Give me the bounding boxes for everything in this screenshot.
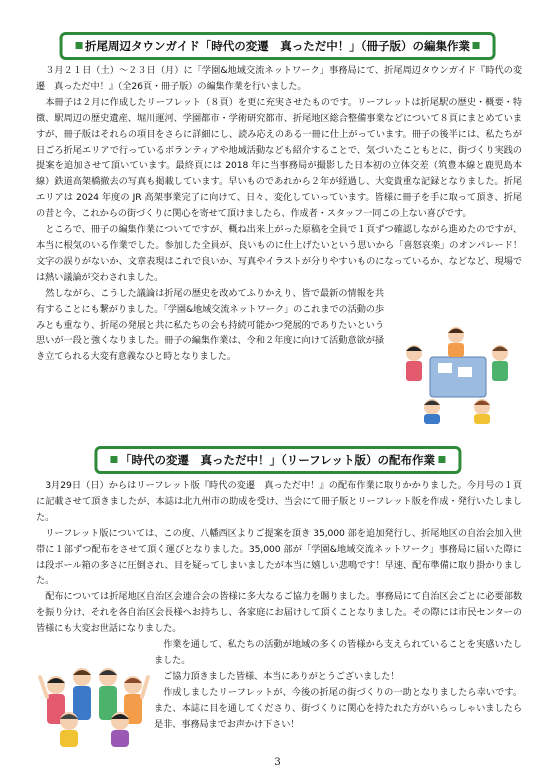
section2-closing [154, 637, 522, 732]
section1-paragraph: ３月２１日（土）～２３日（月）に「学園&地域交流ネットワーク」事務局にて、折尾周辺タウンガイド『時代の変遷 真っただ中！』（全26頁・冊子版）の編集作業を行いました。 [36, 65, 522, 92]
section2-closing-paragraph: 作成しましたリーフレットが、今後の折尾の街づくりの一助となりましたら幸いです。また、本誌に目を通してくださり、街づくりに関心を持たれた方がいらっしゃいましたら是非、事務局までお声かけ下さい！ [154, 686, 522, 730]
page-number: 3 [274, 757, 281, 768]
green-square-icon [75, 42, 82, 49]
section2-paragraph: 配布については折尾地区自治区会連合会の皆様に多大なるご協力を賜りました。事務局にて自治区会ごとに必要部数を振り分け、それを各自治区会長様へお持ちし、各家庭にお届けして頂くことなりました。その際には市民センターの皆様にも大変お世話になりました。 [36, 591, 522, 635]
cheering-group-illustration [36, 655, 152, 747]
section1-paragraph: 本冊子は２月に作成したリーフレット（８頁）を更に充実させたものです。リーフレットは折尾駅の歴史・概要・特徴、駅周辺の歴史遺産、堀川運河、学園都市・学術研究都市、折尾地区総合整備事業などについて８頁にまとめていますが、冊子版はそれらの項目をさらに詳細にし、読み応えのある一冊に仕上がっています。冊子の後半には、私たちが日ごろ折尾エリアで行っているボランティアや地域活動なども紹介することで、気づいたこともとに、街づくり実践の提案を追加させて頂いています。最終頁には 2018 年に当事務局が撮影した日本初の立体交差（筑豊本線と鹿児島本線）鉄道高架橋撤去の写真も掲載しています。早いものであれから２年が経過し、大変貴重な記録となりました。折尾エリアは 2024 年度の JR 高架事業完了に向けて、日々、変化していっています。皆様に冊子を手に取って頂き、折尾の昔と今、これからの街づくりに関心を寄せて頂けましたら、作成者・スタッフ一同この上ない喜びです。 [36, 96, 522, 220]
section2-title-banner [94, 446, 461, 474]
section1-title-banner [59, 32, 496, 60]
green-square-icon [110, 456, 117, 463]
section2-paragraph: リーフレット版については、この度、八幡西区よりご提案を頂き 35,000 部を追加発行し、折尾地区の自治会加入世帯に１部ずつ配布をさせて頂く運びとなりました。35,000 部が「学園&地域交流ネットワーク」事務局に届いた際には段ボール箱の多さに圧倒され、目を疑ってしまいましたが本当に嬉しい悲鳴です！早速、配布準備に取り掛かりました。 [36, 527, 522, 587]
section2-closing-paragraph: ご協力頂きました皆様、本当にありがとうございました！ [163, 670, 400, 682]
section1-body [36, 63, 522, 365]
section2-closing-paragraph: 作業を通して、私たちの活動が地域の多くの皆様から支えられていることを実感いたしました。 [154, 639, 522, 666]
meeting-illustration [392, 323, 520, 424]
green-square-icon [438, 456, 445, 463]
section1-paragraph: ところで、冊子の編集作業についてですが、概ね出来上がった原稿を全員で１頁ずつ確認しながら進めたのですが、本当に根気のいる作業でした。参加した全員が、良いものに仕上げたいという思いから「喜怒哀楽」のオンパレード！文字の誤りがないか、文章表現はこれで良いか、写真やイラストが分りやすいものになっているか、などなど、現場では熱い議論が交わされました。 [36, 224, 522, 283]
green-square-icon [473, 42, 480, 49]
section1-paragraph: 然しながら、こうした議論は折尾の歴史を改めてふりかえり、皆で最新の情報を共有することにも繋がりました。「学園&地域交流ネットワーク」のこれまでの活動の歩みとも重なり、折尾の発展と共に私たちの会も持続可能かつ発展的でありたいという思いが一段と強くなりました。冊子の編集作業は、令和２年度に向けて活動意欲が掻き立てられる大変有意義なひと時となりました。 [36, 287, 384, 363]
section2-title: 「時代の変遷 真っただ中！」（リーフレット版）の配布作業 [119, 453, 436, 467]
section1-title: 折尾周辺タウンガイド「時代の変遷 真っただ中！」（冊子版）の編集作業 [85, 39, 470, 53]
section2-paragraph: 3月29日（日）からはリーフレット版『時代の変遷 真っただ中！』の配布作業に取りかかりました。今月号の１頁に記載させて頂きましたが、本誌は北九州市の助成を受け、当会にて冊子版とリーフレット版を作成・発行いたしました。 [36, 480, 522, 523]
